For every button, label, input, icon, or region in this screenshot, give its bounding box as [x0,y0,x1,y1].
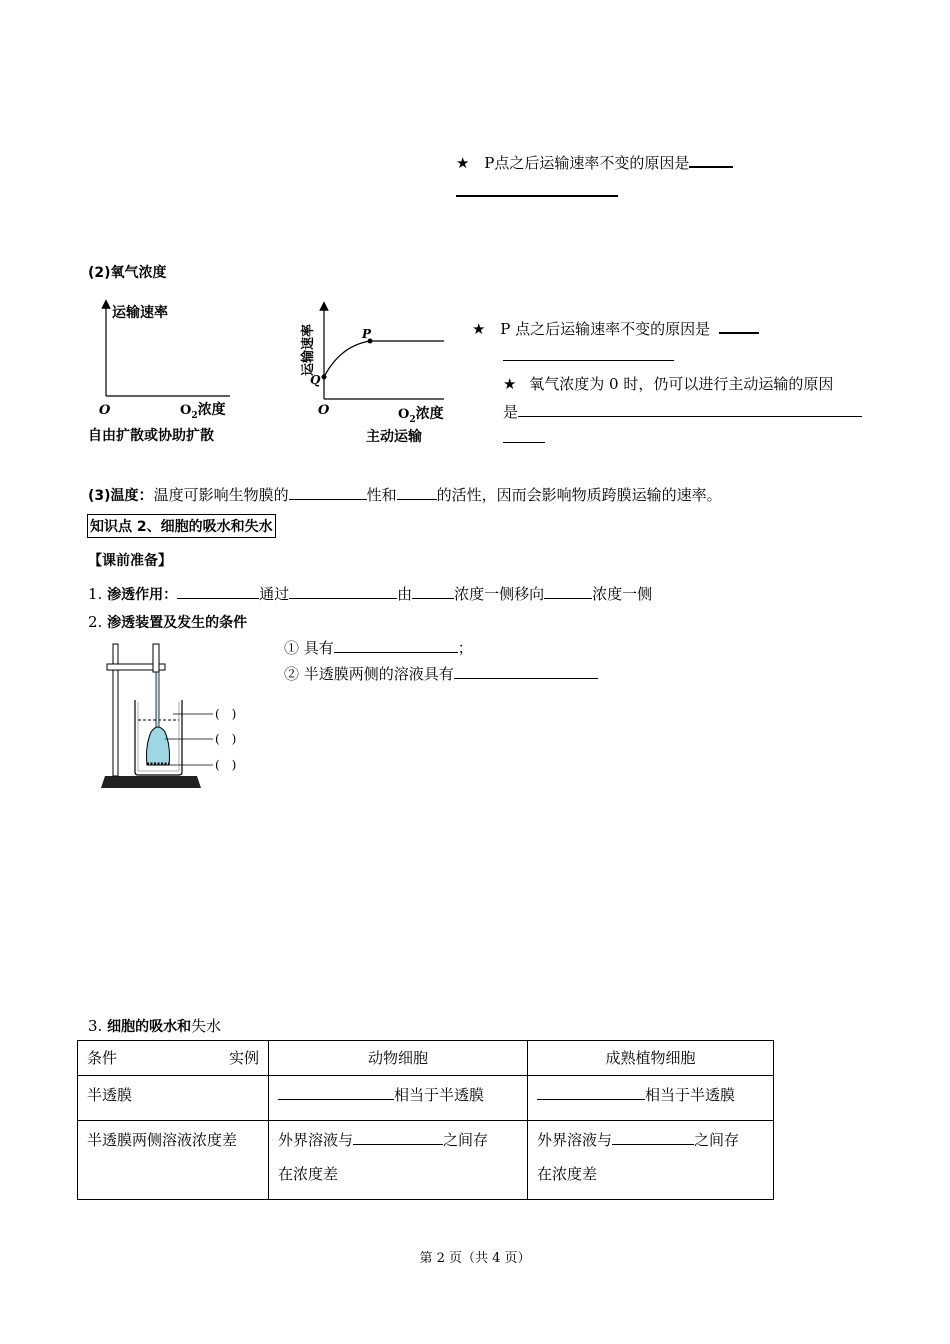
star-icon: ★ [503,375,517,393]
table-corner-cell: 条件 实例 [78,1041,269,1076]
graph2-ylabel: 运输速率 [301,323,316,376]
answer-blank[interactable] [412,584,454,599]
graph1-caption: 自由扩散或协助扩散 [88,428,214,444]
osmosis-device-heading: 2. 渗透装置及发生的条件 [88,613,248,631]
graph1-ylabel: 运输速率 [112,305,168,321]
condition-2: ② 半透膜两侧的溶液具有 [284,663,598,684]
label-bracket: ( ) [215,732,237,746]
table-row [78,1121,774,1200]
answer-blank[interactable] [544,584,592,599]
graph2-xlabel: $O_2$浓度 [398,406,444,425]
oxygen-question-2: ★ 氧气浓度为 0 时，仍可以进行主动运输的原因 [503,375,834,393]
row-label: 半透膜 [78,1076,269,1121]
graph1-xlabel: $O_2$浓度 [180,402,226,421]
page-footer: 第 2 页（共 4 页） [419,1251,531,1266]
point-q-label: Q [310,373,321,387]
answer-blank[interactable] [612,1130,694,1145]
stand-base [101,776,201,788]
graph-diffusion [88,298,258,448]
table-heading: 3. 细胞的吸水和失水 [88,1017,222,1035]
point-p-label: P [362,327,372,341]
graph2-origin: O [318,403,330,418]
answer-blank[interactable] [334,638,458,653]
point-q-marker [322,375,327,380]
graph1-origin: O [99,403,111,418]
rate-curve [324,341,370,377]
answer-blank[interactable] [289,485,367,500]
top-question [456,152,733,173]
cell-animal: 外界溶液与 之间存 在浓度差 [269,1121,528,1200]
answer-blank[interactable] [719,318,759,334]
top-question-text: P点之后运输速率不变的原因是 [484,154,690,172]
graph-active-transport [298,298,458,448]
answer-blank[interactable] [397,485,437,500]
cell-animal: 相当于半透膜 [269,1076,528,1121]
graph2-caption: 主动运输 [366,429,422,445]
answer-blank[interactable] [518,402,862,417]
osmosis-apparatus [95,640,265,795]
col-header-plant: 成熟植物细胞 [528,1041,774,1076]
answer-blank[interactable] [353,1130,443,1145]
star-icon: ★ [456,154,470,172]
answer-blank[interactable] [454,664,598,679]
funnel-bag [147,727,170,765]
label-bracket: ( ) [215,758,237,772]
section-temperature: (3)温度：温度可影响生物膜的 性和 的活性，因而会影响物质跨膜运输的速率。 [88,486,722,504]
oxygen-question-1: ★ P 点之后运输速率不变的原因是 [472,318,759,339]
top-answer-line[interactable] [456,181,618,201]
table-row [78,1076,774,1121]
answer-blank[interactable] [689,152,733,168]
answer-blank[interactable] [278,1085,394,1100]
table-row [78,1041,774,1076]
col-header-animal: 动物细胞 [269,1041,528,1076]
cell-plant: 相当于半透膜 [528,1076,774,1121]
star-icon: ★ [472,320,486,338]
clamp [153,644,159,672]
condition-1: ① 具有 ； [284,639,473,657]
label-bracket: ( ) [215,707,237,721]
section-oxygen-heading: (2)氧气浓度 [88,265,167,281]
cell-water-table [77,1040,774,1200]
answer-blank[interactable] [289,584,397,599]
oxygen-question-2-line2[interactable] [503,428,545,447]
row-label: 半透膜两侧溶液浓度差 [78,1121,269,1200]
oxygen-question-1-line[interactable] [503,346,674,365]
osmosis-definition: 1. 渗透作用： 通过 由 浓度一侧移向 浓度一侧 [88,585,653,603]
prep-heading: 【课前准备】 [88,553,172,569]
knowledge-point-2-title: 知识点 2、细胞的吸水和失水 [87,514,276,538]
glass-tube [156,672,159,732]
answer-blank[interactable] [537,1085,645,1100]
cell-plant: 外界溶液与 之间存 在浓度差 [528,1121,774,1200]
oxygen-question-2-line: 是 [503,401,862,422]
answer-blank[interactable] [177,584,259,599]
